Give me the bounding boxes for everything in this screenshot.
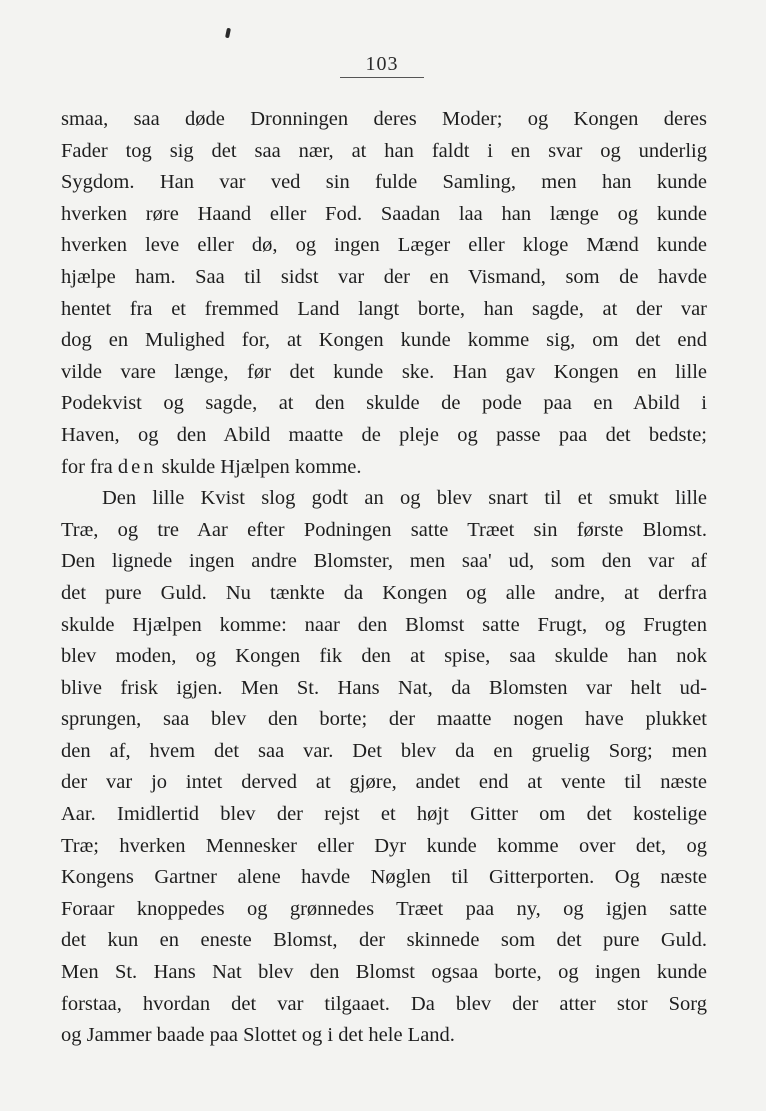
text-line: Aar. Imidlertid blev der rejst et højt Gitter om det kostelige <box>61 803 707 826</box>
text-line: Haven, og den Abild maatte de pleje og passe paa det bedste; <box>61 423 707 446</box>
text-line: blev moden, og Kongen fik den at spise, saa skulde han nok <box>61 645 707 668</box>
ink-speck <box>225 28 231 39</box>
text-line: Men St. Hans Nat blev den Blomst ogsaa borte, og ingen kunde <box>61 961 707 984</box>
text-line: skulde Hjælpen komme: naar den Blomst satte Frugt, og Frugten <box>61 613 707 636</box>
text-line: Træ; hverken Mennesker eller Dyr kunde komme over det, og <box>61 834 707 857</box>
text-fragment: skulde Hjælpen komme. <box>161 455 362 478</box>
text-fragment: for fra <box>61 455 113 478</box>
text-line: den af, hvem det saa var. Det blev da en gruelig Sorg; men <box>61 739 707 762</box>
paragraph-last-line: og Jammer baade paa Slottet og i det hele Land. <box>61 1024 455 1047</box>
page-number-rule <box>340 77 424 78</box>
text-line: hverken leve eller dø, og ingen Læger eller kloge Mænd kunde <box>61 234 707 257</box>
text-line: der var jo intet derved at gjøre, andet end at vente til næste <box>61 771 707 794</box>
text-line: dog en Mulighed for, at Kongen kunde komme sig, om det end <box>61 329 707 352</box>
paragraph-first-line: Den lille Kvist slog godt an og blev snart til et smukt lille <box>102 487 707 510</box>
text-line: Kongens Gartner alene havde Nøglen til Gitterporten. Og næste <box>61 866 707 889</box>
text-line: Podekvist og sagde, at den skulde de pode paa en Abild i <box>61 392 707 415</box>
text-line: smaa, saa døde Dronningen deres Moder; og Kongen deres <box>61 108 707 130</box>
text-line: Den lignede ingen andre Blomster, men saa' ud, som den var af <box>61 550 707 573</box>
text-line: blive frisk igjen. Men St. Hans Nat, da Blomsten var helt ud- <box>61 676 707 699</box>
text-line: Sygdom. Han var ved sin fulde Samling, men han kunde <box>61 171 707 194</box>
text-line: vilde vare længe, før det kunde ske. Han gav Kongen en lille <box>61 360 707 383</box>
text-line: Fader tog sig det saa nær, at han faldt i en svar og underlig <box>61 139 707 162</box>
text-line: Foraar knoppedes og grønnedes Træet paa ny, og igjen satte <box>61 897 707 920</box>
text-line: hverken røre Haand eller Fod. Saadan laa han længe og kunde <box>61 202 707 225</box>
text-line: det kun en eneste Blomst, der skinnede som det pure Guld. <box>61 929 707 952</box>
text-line: det pure Guld. Nu tænkte da Kongen og alle andre, at derfra <box>61 581 707 604</box>
page-number: 103 <box>365 53 399 75</box>
text-line: hentet fra et fremmed Land langt borte, han sagde, at der var <box>61 297 707 320</box>
text-line: hjælpe ham. Saa til sidst var der en Vismand, som de havde <box>61 265 707 288</box>
emphasis-word: den <box>117 455 157 478</box>
text-line: sprungen, saa blev den borte; der maatte nogen have plukket <box>61 708 707 731</box>
text-line: Træ, og tre Aar efter Podningen satte Træet sin første Blomst. <box>61 518 707 541</box>
text-line: forstaa, hvordan det var tilgaaet. Da blev der atter stor Sorg <box>61 992 707 1015</box>
paragraph-last-line <box>61 452 707 484</box>
body-text <box>61 104 707 1052</box>
